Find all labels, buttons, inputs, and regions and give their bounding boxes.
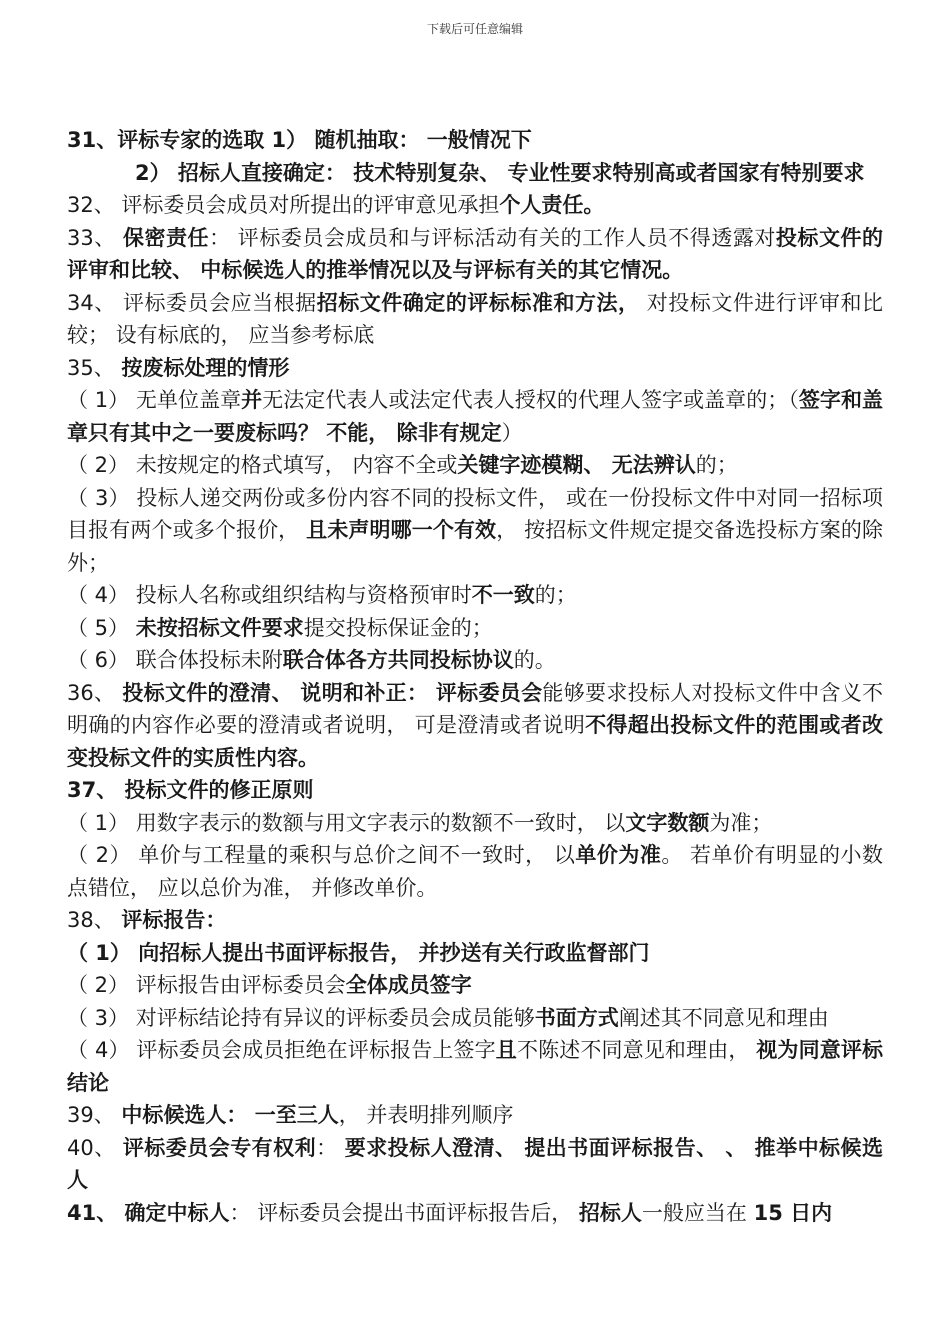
text-run: （ 5） — [67, 615, 136, 640]
bold-text-run: （ 1） 向招标人提出书面评标报告， 并抄送有关行政监督部门 — [67, 940, 650, 965]
bold-text-run: 评标委员会专有权利 — [122, 1135, 317, 1160]
text-run: （ 3） 对评标结论持有异议的评标委员会成员能够 — [67, 1005, 535, 1030]
text-run: 39、 — [67, 1103, 122, 1127]
paragraph — [67, 482, 883, 580]
paragraph — [67, 807, 883, 840]
paragraph — [67, 449, 883, 482]
bold-text-run: 且未声明哪一个有效 — [306, 518, 497, 542]
text-run: （ 1） 用数字表示的数额与用文字表示的数额不一致时， 以 — [67, 810, 626, 835]
text-run: 35、 — [67, 355, 122, 380]
paragraph — [67, 937, 883, 970]
bold-text-run: 文字数额 — [625, 810, 710, 835]
bold-text-run: 招标文件确定的评标标准和方法， — [316, 290, 640, 315]
text-run: 的； — [534, 583, 577, 607]
paragraph — [67, 1132, 883, 1197]
bold-text-run: 单价为准 — [575, 843, 662, 867]
bold-text-run: 中标候选人： 一至三人 — [121, 1103, 339, 1127]
text-run: （ 1） 无单位盖章 — [67, 388, 242, 412]
bold-text-run: 2） 招标人直接确定： 技术特别复杂、 专业性要求特别高或者国家有特别要求 — [135, 160, 865, 185]
bold-text-run: 书面方式 — [534, 1005, 619, 1030]
text-run: 32、 评标委员会成员对所提出的评审意见承担 — [67, 193, 500, 217]
bold-text-run: 评标报告： — [121, 908, 227, 932]
text-run: ： 评标委员会成员和与评标活动有关的工作人员不得透露对 — [209, 225, 776, 250]
bold-text-run: 关键字迹模糊、 无法辨认 — [457, 453, 696, 477]
bold-text-run: 视为同意评标结论 — [67, 1038, 883, 1095]
text-run: 的； — [695, 453, 738, 477]
paragraph — [67, 612, 883, 645]
bold-text-run: 且 — [495, 1038, 517, 1062]
text-run: 提交投标保证金的； — [303, 615, 493, 640]
paragraph — [67, 839, 883, 904]
paragraph — [67, 1034, 883, 1099]
text-run: ） — [501, 420, 523, 445]
paragraph — [67, 774, 883, 807]
text-run: 能够要求投标人对投标文件中含义不明确的内容作必要的澄清或者说明， 可是澄清或者说明 — [67, 680, 884, 737]
text-run: （ 2） 未按规定的格式填写， 内容不全或 — [67, 453, 458, 477]
paragraph — [67, 677, 883, 775]
paragraph — [67, 287, 883, 352]
text-run: 一般应当在 — [641, 1200, 754, 1225]
text-run: 36、 — [67, 680, 123, 705]
bold-text-run: 31、评标专家的选取 1） 随机抽取： 一般情况下 — [67, 128, 532, 152]
text-run: （ 2） 单价与工程量的乘积与总价之间不一致时， 以 — [67, 843, 576, 867]
text-run: 34、 评标委员会应当根据 — [67, 290, 317, 315]
bold-text-run: 41、 确定中标人 — [67, 1200, 230, 1225]
paragraph — [67, 644, 883, 677]
paragraph — [67, 1002, 883, 1035]
text-run: 不陈述不同意见和理由， — [516, 1038, 757, 1062]
bold-text-run: 投标文件的评审和比较、 中标候选人的推举情况以及与评标有关的其它情况。 — [67, 225, 884, 282]
text-run: （ 3） 投标人递交两份或多份内容不同的投标文件， 或在一份投标文件中对同一招标项目报有两个或多个报价， — [67, 485, 883, 542]
paragraph — [67, 1197, 883, 1230]
bold-text-run: 招标人 — [578, 1200, 642, 1225]
text-run: 对投标文件进行评审和比较； 设有标底的， 应当参考标底 — [67, 290, 883, 347]
bold-text-run: 不一致 — [471, 583, 535, 607]
paragraph — [67, 189, 883, 222]
paragraph — [67, 579, 883, 612]
text-run: （ 4） 投标人名称或组织结构与资格预审时 — [67, 583, 472, 607]
paragraph — [67, 969, 883, 1002]
bold-text-run: 未按招标文件要求 — [135, 615, 304, 640]
page-header: 下载后可任意编辑 — [426, 22, 523, 36]
text-run: ： — [316, 1135, 345, 1160]
bold-text-run: 37、 投标文件的修正原则 — [67, 778, 314, 802]
paragraph — [67, 904, 883, 937]
paragraph — [67, 1099, 883, 1132]
bold-text-run: 15 日内 — [753, 1200, 833, 1225]
paragraph — [67, 222, 883, 287]
bold-text-run: 联合体各方共同投标协议 — [282, 648, 514, 672]
text-run: （ 4） 评标委员会成员拒绝在评标报告上签字 — [67, 1038, 496, 1062]
text-run: ： 评标委员会提出书面评标报告后， — [229, 1200, 579, 1225]
paragraph — [67, 124, 883, 157]
text-run: ， 按招标文件规定提交备选投标方案的除外； — [67, 518, 883, 575]
bold-text-run: 个人责任。 — [499, 193, 605, 217]
bold-text-run: 并 — [241, 388, 263, 412]
text-run: （ 6） 联合体投标未附 — [67, 648, 283, 672]
text-run: 为准； — [709, 810, 773, 835]
document-body — [67, 124, 883, 1229]
bold-text-run: 要求投标人澄清、 提出书面评标报告、 、 推举中标候选人 — [67, 1135, 883, 1192]
bold-text-run: 签字和盖章只有其中之一要废标吗？ 不能， 除非有规定 — [67, 388, 883, 445]
bold-text-run: 全体成员签字 — [345, 973, 472, 997]
paragraph — [67, 352, 883, 385]
bold-text-run: 按废标处理的情形 — [121, 355, 290, 380]
text-run: 40、 — [67, 1135, 123, 1160]
paragraph — [67, 157, 883, 190]
text-run: ， 并表明排列顺序 — [338, 1103, 514, 1127]
paragraph — [67, 384, 883, 449]
text-run: 33、 — [67, 225, 123, 250]
text-run: 无法定代表人或法定代表人授权的代理人签字或盖章的；（ — [262, 388, 799, 412]
text-run: 。 若单价有明显的小数点错位， 应以总价为准， 并修改单价。 — [67, 843, 883, 900]
bold-text-run: 投标文件的澄清、 说明和补正： 评标委员会 — [122, 680, 543, 705]
bold-text-run: 不得超出投标文件的范围或者改变投标文件的实质性内容。 — [67, 713, 883, 770]
text-run: 38、 — [67, 908, 122, 932]
text-run: 阐述其不同意见和理由 — [618, 1005, 829, 1030]
text-run: 的。 — [513, 648, 556, 672]
text-run: （ 2） 评标报告由评标委员会 — [67, 973, 346, 997]
bold-text-run: 保密责任 — [122, 225, 210, 250]
